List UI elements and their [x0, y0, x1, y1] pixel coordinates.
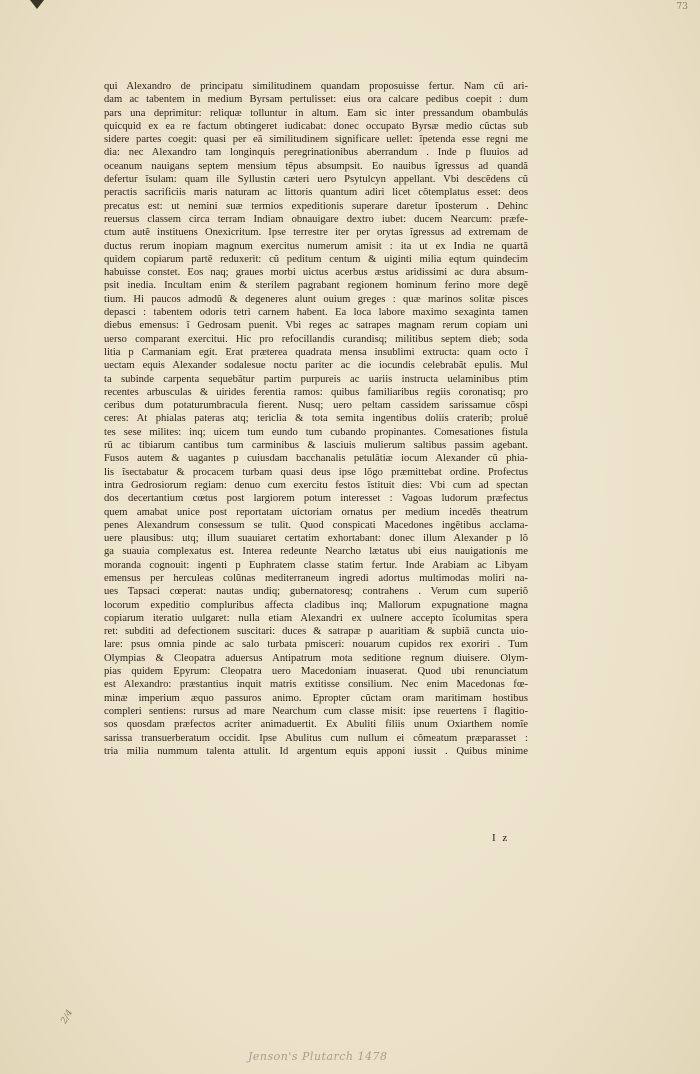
text-line: ret: subditi ad defectionem suscitari: duces & satrapæ p auaritiam & supbiã cuncta uio‑: [104, 626, 528, 638]
text-body: [104, 80, 528, 758]
pencil-annotation: Jenson's Plutarch 1478: [248, 1050, 388, 1063]
text-line: recentes arbusculas & uirides ferentia ramos: quibus familiaribus regiis coronatisq; pro: [104, 386, 528, 398]
text-line: ta subinde carpenta sequebãtur partim purpureis ac uariis instructa uelaminibus ptim: [104, 373, 528, 385]
text-line: lis ĩsectabatur & procacem turbam quasi deus ipse lõgo præmittebat ordine. Profectus: [104, 466, 528, 478]
text-line: sidere partes coegit: quasi per eã similitudinem significare uellet: ĩpetenda esse regni me: [104, 134, 528, 146]
text-line: intra Gedrosiorum regiam: denuo cum exercitu festos ĩstituit dies: Vbi cum ad spectan: [104, 479, 528, 491]
folio-number: 73: [676, 2, 688, 12]
text-line: litia p Carmaniam egit. Erat præterea quadrata mensa insublimi extructa: quam octo ĩ: [104, 346, 528, 358]
text-line: sos quosdam præfectos acriter animaduertit. Ex Abuliti filiis unum Oxiarthem nomĩe: [104, 719, 528, 731]
text-line: est Alexandro: præstantius inquit matris extitisse consilium. Nec enim Macedonas fœ‑: [104, 679, 528, 691]
text-line: uerso comparant exercitui. Hic pro refocillandis curandisq; militibus septem dieb; soda: [104, 333, 528, 345]
text-line: ceres: At phialas pateras atq; tericlia & tota semita ingentibus doliis craterib; proluẽ: [104, 413, 528, 425]
text-line: quem amabat unice post reportatam uictoriam ornatus per medium incedẽs theatrum: [104, 506, 528, 518]
text-line: ga suauia complexatus est. Interea redeunte Nearcho lætatus ubi eius nauigationis me: [104, 546, 528, 558]
text-line: pars una deprimitur: reliquæ tolluntur in altum. Eam sic inter pressandum obambulás: [104, 107, 528, 119]
text-line: tes sese milites: inq; uicem tum eundo tum cubando propinantes. Comesationes fistula: [104, 426, 528, 438]
text-line: depasci : tabentem odoris tetri carnem habent. Ea loca labore maximo sexaginta tamen: [104, 307, 528, 319]
text-line: ctum autẽ instituens Onexicritum. Ipse terrestre iter per orytas ĩgressus ad extremam de: [104, 227, 528, 239]
text-line: tium. Hi paucos admodũ & degeneres alunt ouium greges : quæ marinos solitæ pisces: [104, 293, 528, 305]
text-line: dia: nec Alexandro tam longinquis peregrinationibus aberrandum . Inde p fluuios ad: [104, 147, 528, 159]
text-line: ceribus dum potaturumbracula fierent. Nusq; uero peltam cassidem sarissamue cõspi: [104, 400, 528, 412]
text-line: moranda cognouit: ingenti p Euphratem classe statim fertur. Inde Arabiam ac Libyam: [104, 559, 528, 571]
text-line: uectam equis Alexander sodalesue noctu pariter ac die iocundis celebrabãt epulis. Mul: [104, 360, 528, 372]
text-line: tria milia nummum talenta attulit. Id argentum equis apponi iussit . Quibus minime: [104, 745, 528, 757]
text-line: lare: psus omnia pinde ac salo turbata pmisceri: nouarum cupidos rex exoriri . Tum: [104, 639, 528, 651]
text-line: dos decertantium cœtus post largiorem potum interesset : Vagoas ludorum præfectus: [104, 493, 528, 505]
text-line: compleri sentiens: rursus ad mare Nearchum cum classe misit: ipse reuertens ĩ flagitio‑: [104, 705, 528, 717]
text-line: quicquid ex ea re factum obtingeret iudicabat: donec occupato Byrsæ medio cũctas sub: [104, 120, 528, 132]
text-line: pias quidem Epyrum: Cleopatra uero Macedoniam inuaserat. Quod ubi renunciatum: [104, 666, 528, 678]
text-line: peractis sacrificiis maris naturam ac littoris quantum adiri licet cõtemplatus esset: deos: [104, 187, 528, 199]
text-line: defertur ĩsulam: quam ille Syllustin cæteri uero Psytulcyn appellant. Vbi descẽdens cũ: [104, 174, 528, 186]
text-line: Fusos autem & uagantes p cuiusdam bacchanalis petulãtiæ iocum Alexander cũ phia‑: [104, 453, 528, 465]
text-line: habuisse constet. Eos naq; graues morbi uictus acerbus æstus aridissimi ac dura absum‑: [104, 267, 528, 279]
text-line: rũ ac tibiarum cantibus tum carminibus & lasciuis mulierum saltibus passim agebant.: [104, 440, 528, 452]
text-line: diebus emensus: ĩ Gedrosam puenit. Vbi reges ac satrapes magnam rerum copiam uni: [104, 320, 528, 332]
text-line: locorum expeditio compluribus affecta cladibus inq; Mallorum expugnatione magna: [104, 599, 528, 611]
corner-ink-mark: [30, 0, 44, 9]
text-line: dam ac tabentem in medium Byrsam pertulisset: eius ora calcare pedibus coepit : dum: [104, 94, 528, 106]
text-line: oceanum nauigans septem mensium tẽpus absumpsit. Eo nauibus ĩgressus ad quandã: [104, 160, 528, 172]
text-line: precatus est: ut nemini suæ termios expeditionis superare daretur ĩposterum . Dehinc: [104, 200, 528, 212]
text-line: minæ imperium æquo passuros animo. Epropter cũctam oram maritimam hostibus: [104, 692, 528, 704]
text-line: qui Alexandro de principatu similitudinem quandam proposuisse fertur. Nam cũ ari‑: [104, 81, 528, 92]
text-line: quidem copiarum partẽ reduxerit: cũ peditum centum & uiginti milia eqtum quindecim: [104, 253, 528, 265]
text-line: reuersus classem circa terram Indiam obnauigare dextro iubet: ducem Nearcum: præfe‑: [104, 213, 528, 225]
text-line: penes Alexandrum consessum se tulit. Quod conspicati Macedones ingẽtibus acclama‑: [104, 519, 528, 531]
text-line: emensus per herculeas colũnas mediterraneum ingredi adortus multimodas moliri na‑: [104, 572, 528, 584]
signature-mark: I z: [492, 832, 510, 844]
text-line: Olympias & Cleopatra aduersus Antipatrum mota seditione regnum diuisere. Olym‑: [104, 652, 528, 664]
text-line: copiarum iteratio uulgaret: nulla etiam Alexandri ex uulnere accepto ĩcolumitas spera: [104, 612, 528, 624]
margin-pencil-mark: 2/4: [59, 1008, 76, 1026]
text-line: psit inedia. Incultam enim & sterilem pagrabant regionem hominum ferino more degẽ: [104, 280, 528, 292]
text-line: uere plausibus: utq; illum suauiaret certatim exhortabant: donec illum Alexander p lõ: [104, 533, 528, 545]
text-line: ues Tapsaci cœperat: nautas undiq; gubernatoresq; contrahens . Verum cum superiõ: [104, 586, 528, 598]
text-line: sarissa transuerberatum occidit. Ipse Abulitus cum nullum ei cõmeatum præparasset :: [104, 732, 528, 744]
text-line: ductus rerum inopiam magnum exercitus numerum amisit : ita ut ex India ne quartã: [104, 240, 528, 252]
